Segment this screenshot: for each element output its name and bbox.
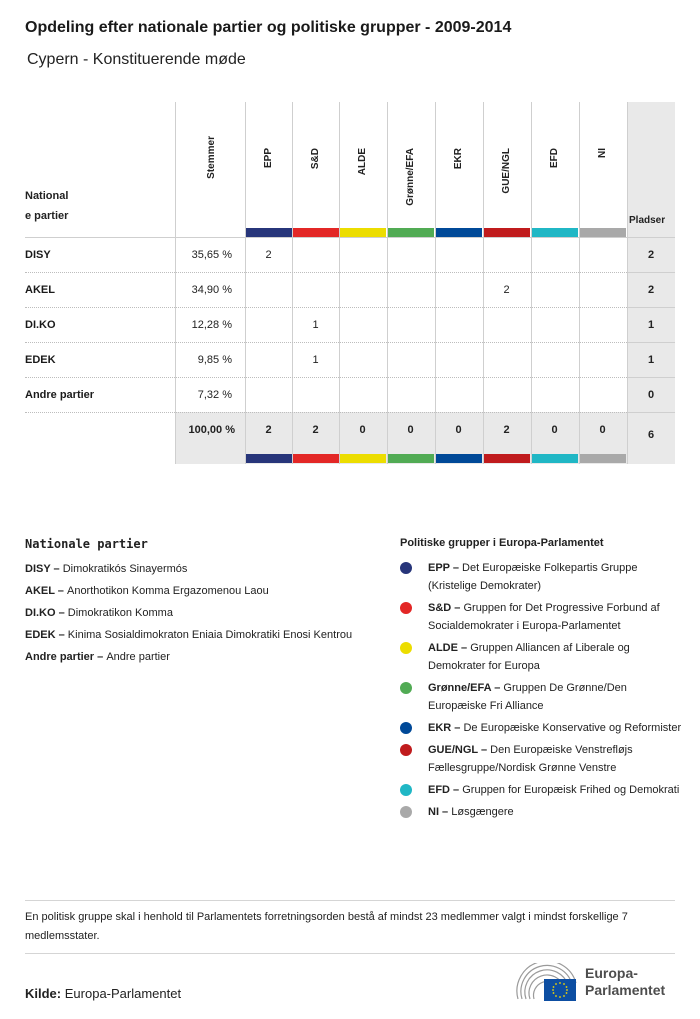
national-parties-legend	[25, 537, 365, 668]
divider	[25, 900, 675, 901]
group-color-dot-icon	[400, 744, 412, 756]
parliament-hemicycle-eu-flag-icon	[514, 963, 580, 1003]
group-seat-cell	[339, 378, 386, 412]
group-seat-cell	[339, 273, 386, 307]
group-color-bar-bottom	[388, 454, 434, 463]
footnote: En politisk gruppe skal i henhold til Parlamentets forretningsorden bestå af mindst 23 medlemmer valgt i mindst forskellige 7 medlemsstater.	[25, 911, 628, 942]
group-color-bar-bottom	[580, 454, 626, 463]
group-seat-cell	[579, 378, 626, 412]
group-seat-cell	[245, 308, 292, 342]
divider	[25, 953, 675, 954]
group-abbr: Grønne/EFA	[428, 682, 492, 694]
group-seat-cell	[339, 238, 386, 272]
group-seat-cell	[531, 273, 578, 307]
group-color-bar-bottom	[532, 454, 578, 463]
group-seat-cell	[245, 343, 292, 377]
group-full-name: Det Europæiske Folkepartis Gruppe (Kristelige Demokrater)	[428, 562, 638, 592]
group-color-bar-top	[293, 228, 339, 237]
group-seat-cell	[387, 238, 434, 272]
group-header-7: NI	[597, 148, 608, 158]
logo-text	[585, 965, 665, 999]
group-legend-item	[400, 599, 685, 635]
group-abbr: EPP	[428, 562, 450, 574]
group-header-0: EPP	[263, 148, 274, 169]
group-abbr: EFD	[428, 784, 450, 796]
group-seat-cell	[245, 273, 292, 307]
party-name: EDEK	[25, 354, 56, 366]
group-header-4: EKR	[453, 148, 464, 170]
party-abbr: Andre partier	[25, 651, 95, 663]
logo-line2: Parlamentet	[585, 982, 666, 998]
group-header-5: GUE/NGL	[501, 148, 512, 194]
group-total-cell: 0	[551, 424, 558, 436]
group-legend-item	[400, 781, 685, 799]
separator: –	[477, 744, 491, 756]
source-label: Kilde:	[25, 986, 62, 1001]
group-seat-cell	[483, 343, 530, 377]
group-abbr: GUE/NGL	[428, 744, 478, 756]
group-seat-cell: 1	[312, 319, 319, 331]
party-full-name: Kinima Sosialdimokraton Eniaia Dimokratiki Enosi Kentrou	[67, 629, 353, 641]
group-seat-cell: 2	[503, 284, 510, 296]
group-seat-cell	[579, 273, 626, 307]
group-color-bar-bottom	[340, 454, 386, 463]
national-header-line1: National	[25, 190, 69, 202]
group-seat-cell	[483, 308, 530, 342]
group-seat-cell	[292, 378, 339, 412]
separator: –	[450, 784, 463, 796]
group-color-bar-top	[388, 228, 434, 237]
party-abbr: DI.KO	[25, 607, 56, 619]
group-seat-cell	[339, 343, 386, 377]
separator: –	[457, 642, 471, 654]
group-seat-cell	[387, 308, 434, 342]
group-seat-cell	[339, 308, 386, 342]
national-header-line2: e partier	[25, 210, 69, 222]
group-seat-cell	[483, 378, 530, 412]
group-seat-cell: 1	[312, 354, 319, 366]
group-seat-cell	[435, 378, 482, 412]
seats-row-divider	[627, 412, 675, 413]
group-seat-cell	[483, 238, 530, 272]
separator: –	[50, 563, 63, 575]
seat-total-cell: 1	[647, 319, 655, 331]
groups-legend-title: Politiske grupper i Europa-Parlamentet	[400, 537, 604, 549]
seat-total-cell: 2	[647, 284, 655, 296]
group-abbr: ALDE	[428, 642, 458, 654]
europarl-logo	[514, 963, 684, 1003]
party-name: DI.KO	[25, 319, 56, 331]
group-color-bar-bottom	[436, 454, 482, 463]
group-legend-item	[400, 679, 685, 715]
separator: –	[55, 607, 68, 619]
group-seat-cell	[579, 343, 626, 377]
group-color-dot-icon	[400, 784, 412, 796]
separator: –	[439, 806, 452, 818]
group-legend-item	[400, 639, 685, 675]
group-abbr: EKR	[428, 722, 452, 734]
separator: –	[54, 585, 67, 597]
group-color-bar-top	[246, 228, 292, 237]
party-abbr: DISY	[25, 563, 51, 575]
group-color-dot-icon	[400, 642, 412, 654]
page-title: Opdeling efter nationale partier og politiske grupper - 2009-2014	[25, 19, 512, 36]
group-seat-cell: 2	[265, 249, 272, 261]
group-color-bar-top	[580, 228, 626, 237]
party-full-name: Andre partier	[106, 651, 170, 663]
group-total-cell: 0	[407, 424, 414, 436]
group-legend-item	[400, 559, 685, 595]
group-header-6: EFD	[549, 148, 560, 168]
group-seat-cell	[531, 343, 578, 377]
national-legend-item	[25, 558, 365, 580]
group-color-dot-icon	[400, 722, 412, 734]
group-color-dot-icon	[400, 562, 412, 574]
vote-share: 9,85 %	[197, 354, 232, 366]
separator: –	[94, 651, 107, 663]
national-legend-item	[25, 624, 365, 646]
group-seat-cell	[579, 238, 626, 272]
group-seat-cell	[435, 343, 482, 377]
party-abbr: AKEL	[25, 585, 55, 597]
group-seat-cell	[387, 273, 434, 307]
separator: –	[449, 562, 463, 574]
group-seat-cell	[435, 308, 482, 342]
group-full-name: Løsgængere	[451, 806, 514, 818]
group-total-cell: 2	[312, 424, 319, 436]
group-full-name: Gruppen Alliancen af Liberale og Demokrater for Europa	[428, 642, 630, 672]
group-seat-cell	[245, 378, 292, 412]
national-legend-item	[25, 580, 365, 602]
seat-total-cell: 1	[647, 354, 655, 366]
seats-header: Pladser	[629, 215, 666, 226]
group-color-bar-bottom	[246, 454, 292, 463]
group-legend-item	[400, 803, 685, 821]
group-color-dot-icon	[400, 682, 412, 694]
group-header-2: ALDE	[357, 148, 368, 176]
vote-share: 34,90 %	[191, 284, 232, 296]
page-subtitle: Cypern - Konstituerende møde	[27, 51, 246, 68]
group-seat-cell	[531, 378, 578, 412]
group-seat-cell	[435, 273, 482, 307]
group-color-dot-icon	[400, 806, 412, 818]
vote-share: 12,28 %	[191, 319, 232, 331]
party-name: Andre partier	[25, 389, 95, 401]
party-full-name: Dimokratikós Sinayermós	[62, 563, 188, 575]
separator: –	[491, 682, 504, 694]
separator: –	[451, 602, 464, 614]
group-header-1: S&D	[310, 148, 321, 170]
group-total-cell: 0	[599, 424, 606, 436]
group-seat-cell	[292, 238, 339, 272]
political-groups-legend	[400, 537, 685, 825]
seat-total-cell: 0	[647, 389, 655, 401]
source-value: Europa-Parlamentet	[64, 986, 182, 1001]
party-name: DISY	[25, 249, 51, 261]
group-seat-cell	[387, 378, 434, 412]
seat-distribution-table	[25, 102, 675, 464]
group-total-cell: 2	[265, 424, 272, 436]
group-seat-cell	[435, 238, 482, 272]
group-total-cell: 0	[359, 424, 366, 436]
national-legend-title: Nationale partier	[25, 537, 148, 551]
national-parties-header	[25, 186, 68, 226]
votes-header: Stemmer	[206, 136, 217, 179]
group-legend-item	[400, 741, 685, 777]
group-color-bar-bottom	[484, 454, 530, 463]
group-total-cell: 0	[455, 424, 462, 436]
seats-grand-total: 6	[647, 429, 655, 441]
group-seat-cell	[292, 273, 339, 307]
group-full-name: Gruppen De Grønne/Den Europæiske Fri Alliance	[428, 682, 627, 712]
group-color-bar-top	[532, 228, 578, 237]
group-color-bar-bottom	[293, 454, 339, 463]
group-full-name: Gruppen for Europæisk Frihed og Demokrati	[462, 784, 680, 796]
group-full-name: Gruppen for Det Progressive Forbund af Socialdemokrater i Europa-Parlamentet	[428, 602, 660, 632]
party-full-name: Dimokratikon Komma	[67, 607, 173, 619]
group-seat-cell	[531, 238, 578, 272]
group-color-bar-top	[436, 228, 482, 237]
party-abbr: EDEK	[25, 629, 56, 641]
group-color-bar-top	[340, 228, 386, 237]
group-full-name: De Europæiske Konservative og Reformister	[463, 722, 682, 734]
votes-total: 100,00 %	[188, 424, 235, 436]
logo-line1: Europa-	[585, 965, 638, 981]
group-legend-item	[400, 719, 685, 737]
party-name: AKEL	[25, 284, 55, 296]
separator: –	[55, 629, 68, 641]
vote-share: 35,65 %	[191, 249, 232, 261]
separator: –	[451, 722, 464, 734]
vote-share: 7,32 %	[197, 389, 232, 401]
national-legend-item	[25, 646, 365, 668]
party-full-name: Anorthotikon Komma Ergazomenou Laou	[66, 585, 269, 597]
seat-total-cell: 2	[647, 249, 655, 261]
group-seat-cell	[387, 343, 434, 377]
group-total-cell: 2	[503, 424, 510, 436]
group-seat-cell	[579, 308, 626, 342]
group-full-name: Den Europæiske Venstrefløjs Fællesgruppe/Nordisk Grønne Venstre	[428, 744, 633, 774]
group-abbr: S&D	[428, 602, 452, 614]
group-header-3: Grønne/EFA	[405, 148, 416, 206]
group-seat-cell	[531, 308, 578, 342]
group-color-bar-top	[484, 228, 530, 237]
source-line	[25, 986, 181, 1001]
national-legend-item	[25, 602, 365, 624]
group-abbr: NI	[428, 806, 439, 818]
group-color-dot-icon	[400, 602, 412, 614]
